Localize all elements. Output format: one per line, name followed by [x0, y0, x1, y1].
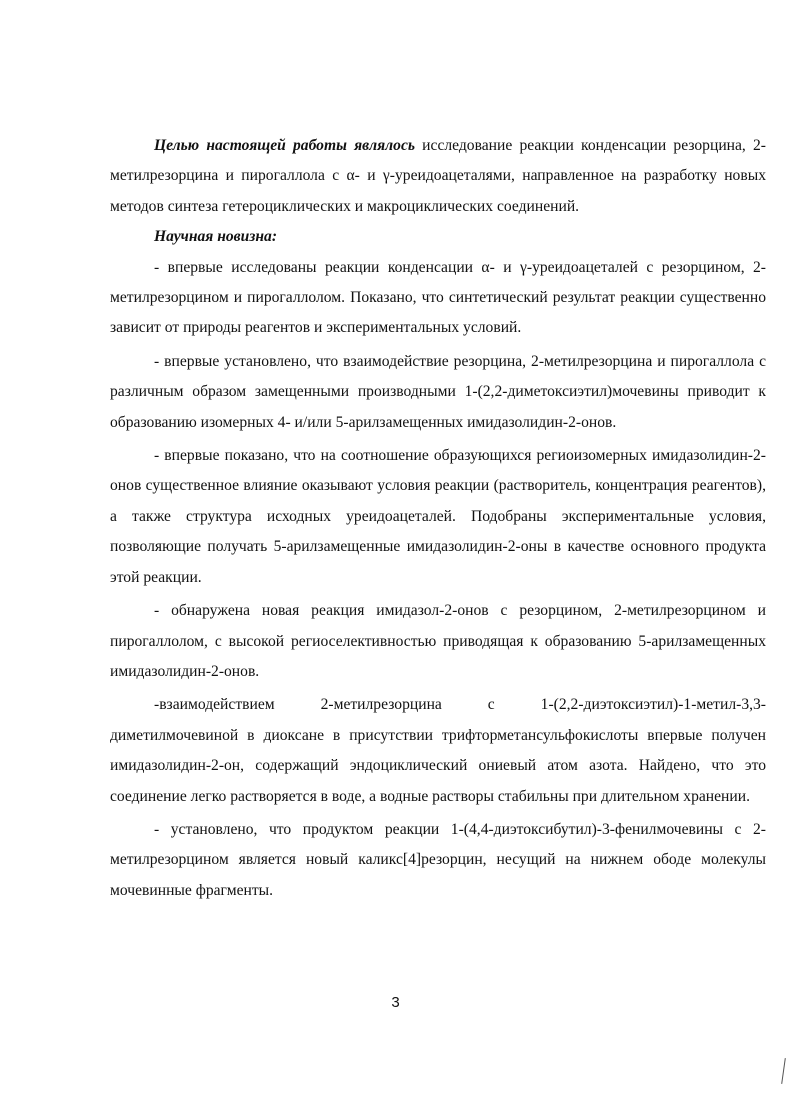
- novelty-heading-text: Научная новизна:: [154, 228, 278, 246]
- goal-text: исследование реакции конденсации резорцина, 2-метилрезорцина и пирогаллола с α- и γ-уреидоацеталями, направленное на разработку новых методов синтеза гетероциклических и макроциклических соединений.: [110, 137, 766, 215]
- goal-label: Целью настоящей работы: [154, 137, 347, 154]
- novelty-item: - обнаружена новая реакция имидазол-2-онов с резорцином, 2-метилрезорцином и пирогаллолом, с высокой региоселективностью приводящая к образованию 5-арилзамещенных имидазолидин-2-онов.: [110, 602, 766, 680]
- novelty-item: - впервые установлено, что взаимодействие резорцина, 2-метилрезорцина и пирогаллола с различным образом замещенными производными 1-(2,2-диметоксиэтил)мочевины приводит к образованию изомерных 4- и/или 5-арилзамещенных имидазолидин-2-онов.: [110, 352, 766, 431]
- novelty-item: -взаимодействием 2-метилрезорцина с 1-(2,2-диэтоксиэтил)-1-метил-3,3-диметилмочевиной в диоксане в присутствии трифторметансульфокислоты впервые получен имидазолидин-2-он, содержащий эндоциклический ониевый атом азота. Найдено, что это соединение легко растворяется в воде, а водные растворы стабильны при длительном хранении.: [110, 696, 766, 805]
- page-number: 3: [391, 994, 400, 1011]
- document-body: [110, 131, 766, 906]
- novelty-heading: [110, 222, 766, 252]
- scan-edge-mark: [781, 1058, 786, 1084]
- goal-verb: являлось: [354, 137, 415, 154]
- novelty-item: - впервые показано, что на соотношение образующихся региоизомерных имидазолидин-2-онов существенное влияние оказывают условия реакции (растворитель, концентрация реагентов), а также структура исходных уреидоацеталей. Подобраны экспериментальные условия, позволяющие получать 5-арилзамещенные имидазолидин-2-оны в качестве основного продукта этой реакции.: [110, 447, 766, 586]
- novelty-item: - установлено, что продуктом реакции 1-(4,4-диэтоксибутил)-3-фенилмочевины с 2-метилрезорцином является новый каликс[4]резорцин, несущий на нижнем ободе молекулы мочевинные фрагменты.: [110, 820, 766, 899]
- novelty-item: - впервые исследованы реакции конденсации α- и γ-уреидоацеталей с резорцином, 2-метилрезорцином и пирогаллолом. Показано, что синтетический результат реакции существенно зависит от природы реагентов и экспериментальных условий.: [110, 258, 766, 337]
- goal-paragraph: [110, 131, 766, 222]
